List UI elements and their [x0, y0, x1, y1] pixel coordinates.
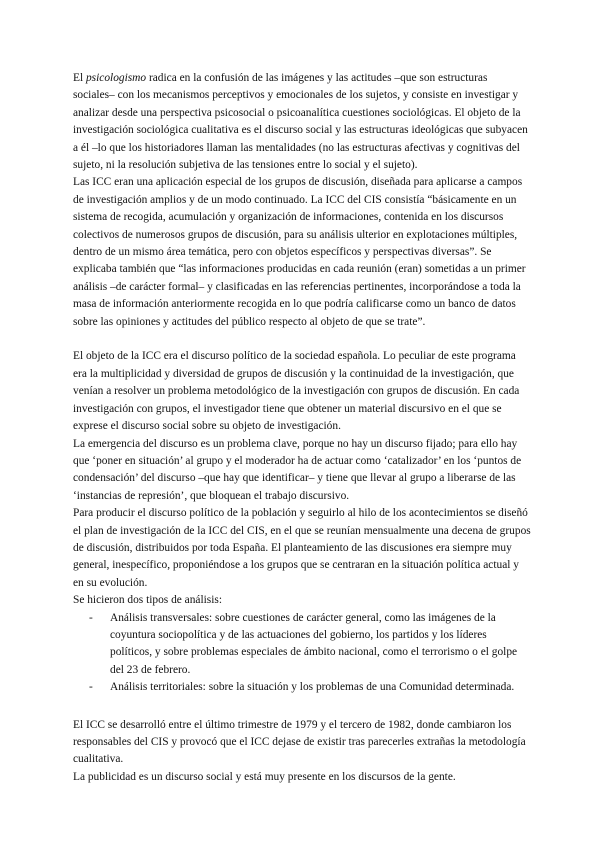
list-item: [73, 610, 531, 680]
document-body: [73, 70, 531, 786]
paragraph-analysis-types: Se hicieron dos tipos de análisis:: [73, 594, 223, 607]
paragraph-icc-object: El objeto de la ICC era el discurso político de la sociedad española. Lo peculiar de este programa era la multiplicidad y diversidad de grupos de discusión y la continuidad de la investigación, que venían a resolver un problema metodológico de la investigación con grupos de discusión. En cada investigación con grupos, el investigador tiene que obtener un material discursivo en el que se exprese el discurso social sobre su objeto de investigación.: [73, 350, 520, 433]
paragraph-political-discourse: Para producir el discurso político de la población y seguirlo al hilo de los acontecimientos se diseñó el plan de investigación de la ICC del CIS, en el que se reunían mensualmente una decena de grupos de discusión, distribuidos por toda España. El planteamiento de las discusiones era siempre muy general, inespecífico, proponiéndose a los grupos que se centraran en la situación política actual y en su evolución.: [73, 507, 531, 589]
paragraph-discourse-emergence: La emergencia del discurso es un problema clave, porque no hay un discurso fijado; para ello hay que ‘poner en situación’ al grupo y el moderador ha de actuar como ‘catalizador’ en los ‘puntos de condensación’ del discurso –que hay que identificar– y tiene que llevar al grupo a liberarse de las ‘instancias de represión’, que bloquean el trabajo discursivo.: [73, 437, 522, 502]
paragraph-spacer: [73, 331, 531, 348]
paragraph-spacer: [73, 697, 531, 717]
italic-term: psicologismo: [85, 72, 147, 84]
paragraph-text: radica en la confusión de las imágenes y las actitudes –que son estructuras sociales– con los mecanismos perceptivos y emocionales de los sujetos, y consiste en investigar y analizar desde una perspectiva psicosocial o psicoanalítica cuestiones sociológicas. El objeto de la investigación sociológica cualitativa es el discurso social y las estructuras ideológicas que subyacen a él –lo que los historiadores llaman las mentalidades (no las estructuras afectivas y cognitivas del sujeto, ni la resolución subjetiva de las tensiones entre lo social y el sujeto).: [73, 72, 528, 172]
list-item-text: Análisis territoriales: sobre la situación y los problemas de una Comunidad determinada.: [110, 681, 515, 694]
analysis-list: [73, 610, 531, 697]
list-item: [73, 679, 531, 696]
paragraph-advertising: La publicidad es un discurso social y está muy presente en los discursos de la gente.: [73, 770, 456, 783]
paragraph-psicologismo: [73, 70, 531, 174]
bullet-dash: -: [89, 681, 93, 694]
paragraph-icc-timeline: El ICC se desarrolló entre el último trimestre de 1979 y el tercero de 1982, donde cambiaron los responsables del CIS y provocó que el ICC dejase de existir tras parecerles extrañas la metodología cualitativa.: [73, 718, 526, 766]
list-item-text: Análisis transversales: sobre cuestiones de carácter general, como las imágenes de la coyuntura sociopolítica y de las actuaciones del gobierno, los partidos y los líderes políticos, y sobre problemas especiales de ámbito nacional, como el terrorismo o el golpe del 23 de febrero.: [110, 611, 518, 676]
paragraph-icc-definition: Las ICC eran una aplicación especial de los grupos de discusión, diseñada para aplicarse a campos de investigación amplios y de un modo continuado. La ICC del CIS consistía “básicamente en un sistema de recogida, acumulación y organización de informaciones, contenida en los discursos colectivos de numerosos grupos de discusión, para su análisis ulterior en explotaciones múltiples, dentro de un mismo área temática, pero con objetos específicos y perspectivas diversas”. Se explicaba también que “las informaciones producidas en cada reunión (eran) sometidas a un primer análisis –de carácter formal– y clasificadas en las referencias pertinentes, incorporándose a toda la masa de información anteriormente recogida en lo que podría calificarse como un banco de datos sobre las opiniones y actitudes del público respecto al objeto de que se trate”.: [73, 176, 526, 328]
bullet-dash: -: [89, 611, 93, 624]
paragraph-prefix: El: [73, 72, 86, 84]
